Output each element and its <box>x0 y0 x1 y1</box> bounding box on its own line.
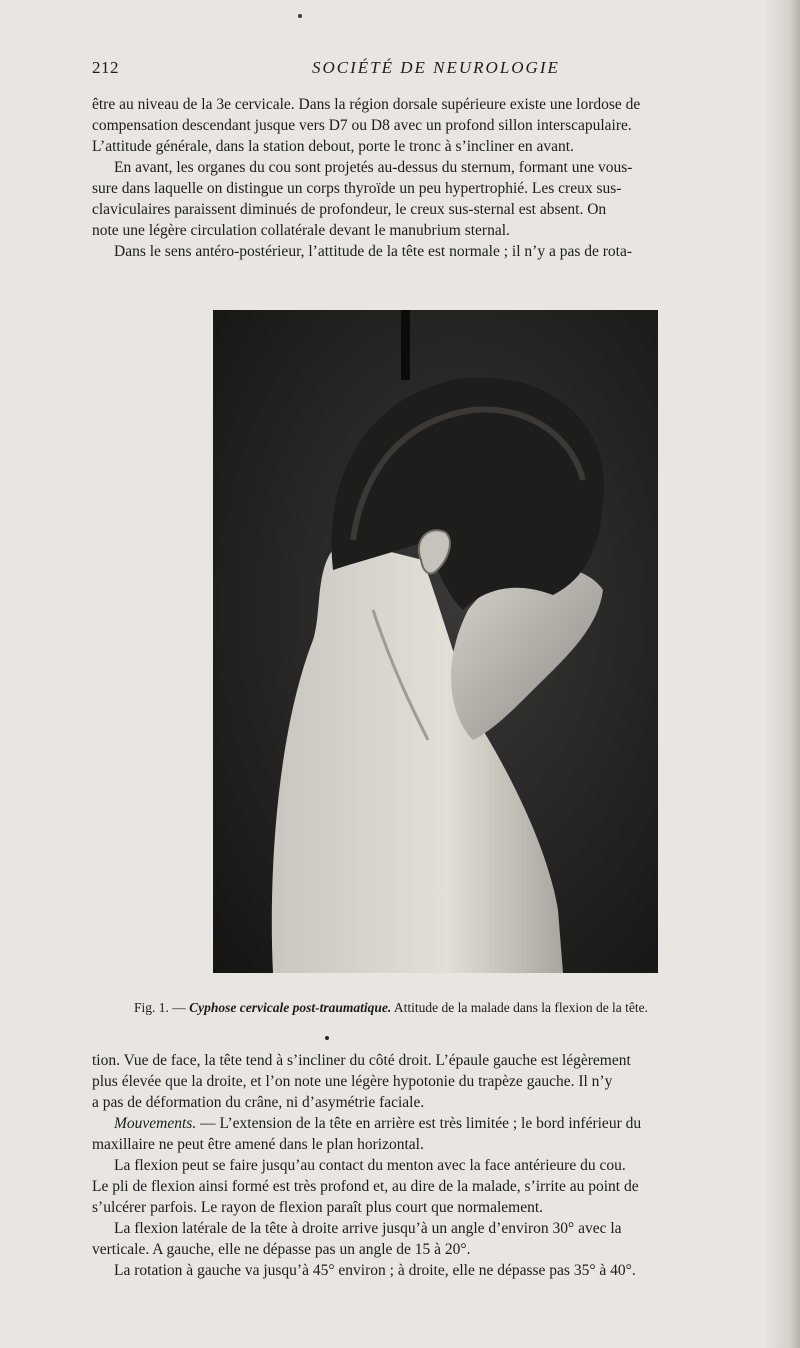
text-line: maxillaire ne peut être amené dans le plan horizontal. <box>92 1136 424 1153</box>
print-speck <box>325 1036 329 1040</box>
text-line: a pas de déformation du crâne, ni d’asymétrie faciale. <box>92 1094 425 1111</box>
text-line: Dans le sens antéro-postérieur, l’attitude de la tête est normale ; il n’y a pas de rota- <box>114 243 633 260</box>
text-line: L’attitude générale, dans la station debout, porte le tronc à s’incliner en avant. <box>92 138 574 155</box>
figure-photograph <box>213 310 658 973</box>
section-heading-mouvements: Mouvements. <box>114 1115 197 1132</box>
text-line: sure dans laquelle on distingue un corps thyroïde un peu hypertrophié. Les creux sus- <box>92 180 622 197</box>
text-line: note une légère circulation collatérale devant le manubrium sternal. <box>92 222 510 239</box>
bottom-paragraphs <box>92 1050 770 1281</box>
text-line: En avant, les organes du cou sont projetés au-dessus du sternum, formant une vous- <box>114 159 633 176</box>
text-line: tion. Vue de face, la tête tend à s’incliner du côté droit. L’épaule gauche est légèrement <box>92 1052 631 1069</box>
text-line <box>92 1113 770 1134</box>
page-number: 212 <box>92 58 119 77</box>
page-header <box>92 58 572 82</box>
text-line: plus élevée que la droite, et l’on note une légère hypotonie du trapèze gauche. Il n’y <box>92 1073 613 1090</box>
text-line: verticale. A gauche, elle ne dépasse pas un angle de 15 à 20°. <box>92 1241 471 1258</box>
text-line: La flexion peut se faire jusqu’au contact du menton avec la face antérieure du cou. <box>114 1157 626 1174</box>
text-line: La flexion latérale de la tête à droite arrive jusqu’à un angle d’environ 30° avec la <box>114 1220 622 1237</box>
caption-text: Attitude de la malade dans la flexion de la tête. <box>391 1000 649 1015</box>
text-line: compensation descendant jusque vers D7 ou D8 avec un profond sillon interscapulaire. <box>92 117 632 134</box>
text-fragment: — L’extension de la tête en arrière est très limitée ; le bord inférieur du <box>196 1115 642 1132</box>
top-paragraphs <box>92 94 770 262</box>
patient-profile-photo <box>213 310 658 973</box>
running-title: SOCIÉTÉ DE NEUROLOGIE <box>312 58 560 77</box>
text-line: claviculaires paraissent diminués de profondeur, le creux sus-sternal est absent. On <box>92 201 607 218</box>
text-line: s’ulcérer parfois. Le rayon de flexion paraît plus court que normalement. <box>92 1199 544 1216</box>
caption-title: Cyphose cervicale post-traumatique. <box>189 1000 392 1015</box>
print-speck <box>298 14 302 18</box>
figure-caption <box>134 1000 774 1016</box>
text-line: La rotation à gauche va jusqu’à 45° environ ; à droite, elle ne dépasse pas 35° à 40°. <box>114 1262 636 1279</box>
caption-prefix: Fig. 1. — <box>134 1000 190 1015</box>
text-line: être au niveau de la 3e cervicale. Dans la région dorsale supérieure existe une lordose de <box>92 96 641 113</box>
text-line: Le pli de flexion ainsi formé est très profond et, au dire de la malade, s’irrite au point de <box>92 1178 639 1195</box>
